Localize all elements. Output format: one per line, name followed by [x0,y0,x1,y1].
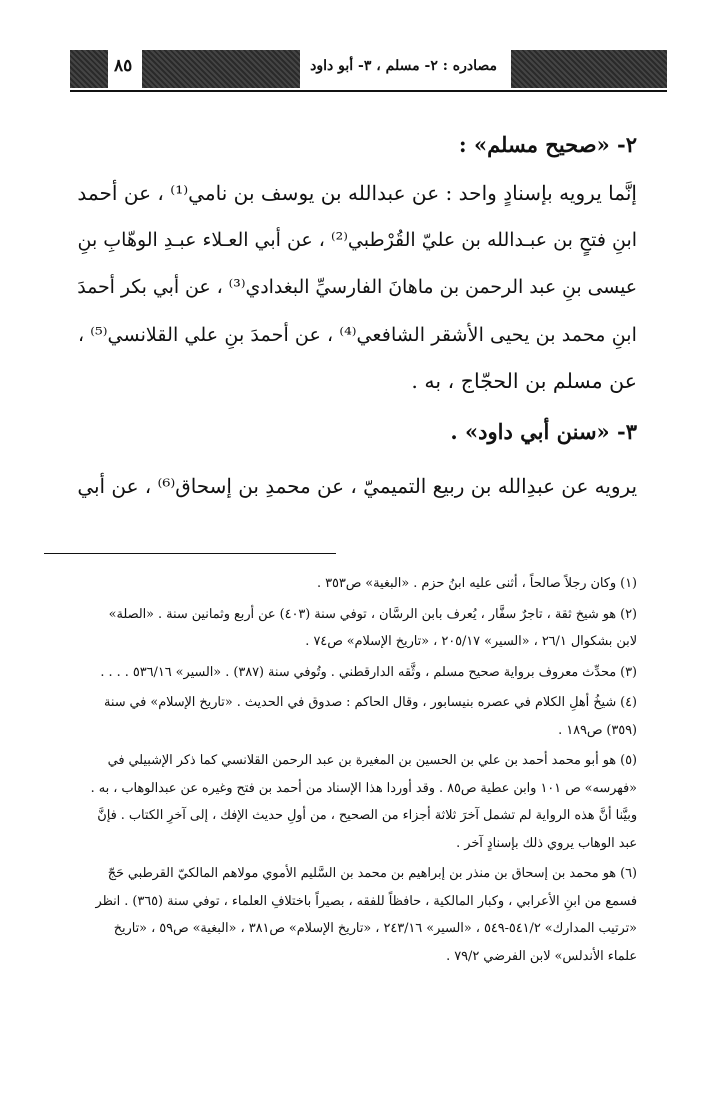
section-heading-abu-dawud: ٣- «سنن أبي داود» . [450,419,637,444]
running-header [70,44,667,94]
footnote-1 [44,570,637,598]
main-text [66,120,637,510]
footnote-line: «ترتيب المدارك» ٥٤١/٢-٥٤٩ ، «السير» ٢٤٣/١٦ ، «تاريخ الإسلام» ص٣٨١ ، «البغية» ص٥٩ ، «تاريخ [113,921,637,936]
footnote-line: عبد الوهاب يروي ذلك بإسنادٍ آخر . [456,835,637,851]
text-line: عيسى بنِ عبد الرحمن بن ماهانَ الفارسيِّ البغدادي⁽³⁾ ، عن أبي بكر أحمدَ [77,277,637,298]
footnote-3 [44,659,637,687]
footnote-line: (١) وكان رجلاً صالحاً ، أثنى عليه ابنُ حزم . «البغية» ص٣٥٣ . [316,576,637,591]
text-line: إنَّما يرويه بإسنادٍ واحد : عن عبدالله بن يوسف بن نامي⁽¹⁾ ، عن أحمد [77,181,637,205]
footnote-line: (٦) هو محمد بن إسحاق بن منذر بن إبراهيم بن محمد بن السَّليم الأموي مولاهم المالكيّ القرطبي حَجّ [107,866,637,881]
footnote-line: علماء الأندلس» لابن الفرضي ٧٩/٢ . [446,948,637,964]
footnotes [44,570,637,973]
header-title: مصادره : ٢- مسلم ، ٣- أبو داود [310,58,497,74]
page-number: ٨٥ [114,56,133,76]
footnote-line: (٢) هو شيخ ثقة ، تاجرٌ سفَّار ، يُعرف بابن الرسَّان ، توفي سنة (٤٠٣) عن أربع وثمانين سنة . «الصلة» [108,606,637,622]
header-decoration-right [511,50,667,88]
header-decoration-middle [142,50,300,88]
footnote-line: لابن بشكوال ٢٦/١ ، «السير» ٢٠٥/١٧ ، «تاريخ الإسلام» ص٧٤ . [305,634,637,649]
footnote-line: فسمع من ابنِ الأعرابي ، وكبار المالكية ، حافظاً للفقه ، بصيراً باختلافِ العلماء ، توفي سنة (٣٦٥) . انظر [95,893,637,909]
footnote-4 [44,689,637,744]
footnote-line: «فهرسه» ص ١٠١ وابن عطية ص٨٥ . وقد أوردا هذا الإسناد من أحمد بن فتح وغيره عن عبدالوهاب ، به . [90,780,637,796]
paragraph-muslim [66,170,637,405]
footnote-line: (٥) هو أبو محمد أحمد بن علي بن الحسين بن المغيرة بن عبد الرحمن القلانسي كما ذكر الإشبيلي في [107,753,637,768]
text-line: ابنِ فتحٍ بن عبـدالله بن عليّ القُرْطبي⁽²⁾ ، عن أبي العـلاء عبـدِ الوهّابِ بنِ [77,229,637,251]
text-line: يرويه عن عبدِالله بن ربيع التميميّ ، عن محمدِ بن إسحاق⁽⁶⁾ ، عن أبي [77,475,637,498]
text-line: ابنِ محمد بن يحيى الأشقر الشافعي⁽⁴⁾ ، عن أحمدَ بنِ علي القلانسي⁽⁵⁾ ، [78,323,637,346]
header-rule [70,90,667,92]
section-heading-muslim: ٢- «صحيح مسلم» : [458,132,637,157]
header-decoration-left [70,50,108,88]
text-line: عن مسلم بن الحجّاج ، به . [411,369,637,393]
footnote-line: (٣٥٩) ص١٨٩ . [558,722,637,738]
footnote-line: وبيَّنا أنَّ هذه الرواية لم تشمل آخرَ ثلاثة أجزاء من الصحيح ، من أولِ حديث الإفك ، إلى آخرِ الكتاب . فإنَّ [97,808,637,823]
footnote-5 [44,747,637,857]
footnote-6 [44,860,637,970]
footnote-line: (٤) شيخُ أهلِ الكلام في عصره بنيسابور ، وقال الحاكم : صدوق في الحديث . «تاريخ الإسلام» في سنة [104,695,637,710]
footnote-separator [44,553,336,554]
footnote-line: (٣) محدِّث معروف برواية صحيح مسلم ، وثَّقه الدارقطني . وتُوفي سنة (٣٨٧) . «السير» ٥٣٦/١٦ . . . . [100,664,637,680]
footnote-2 [44,601,637,656]
paragraph-abu-dawud [66,463,637,510]
